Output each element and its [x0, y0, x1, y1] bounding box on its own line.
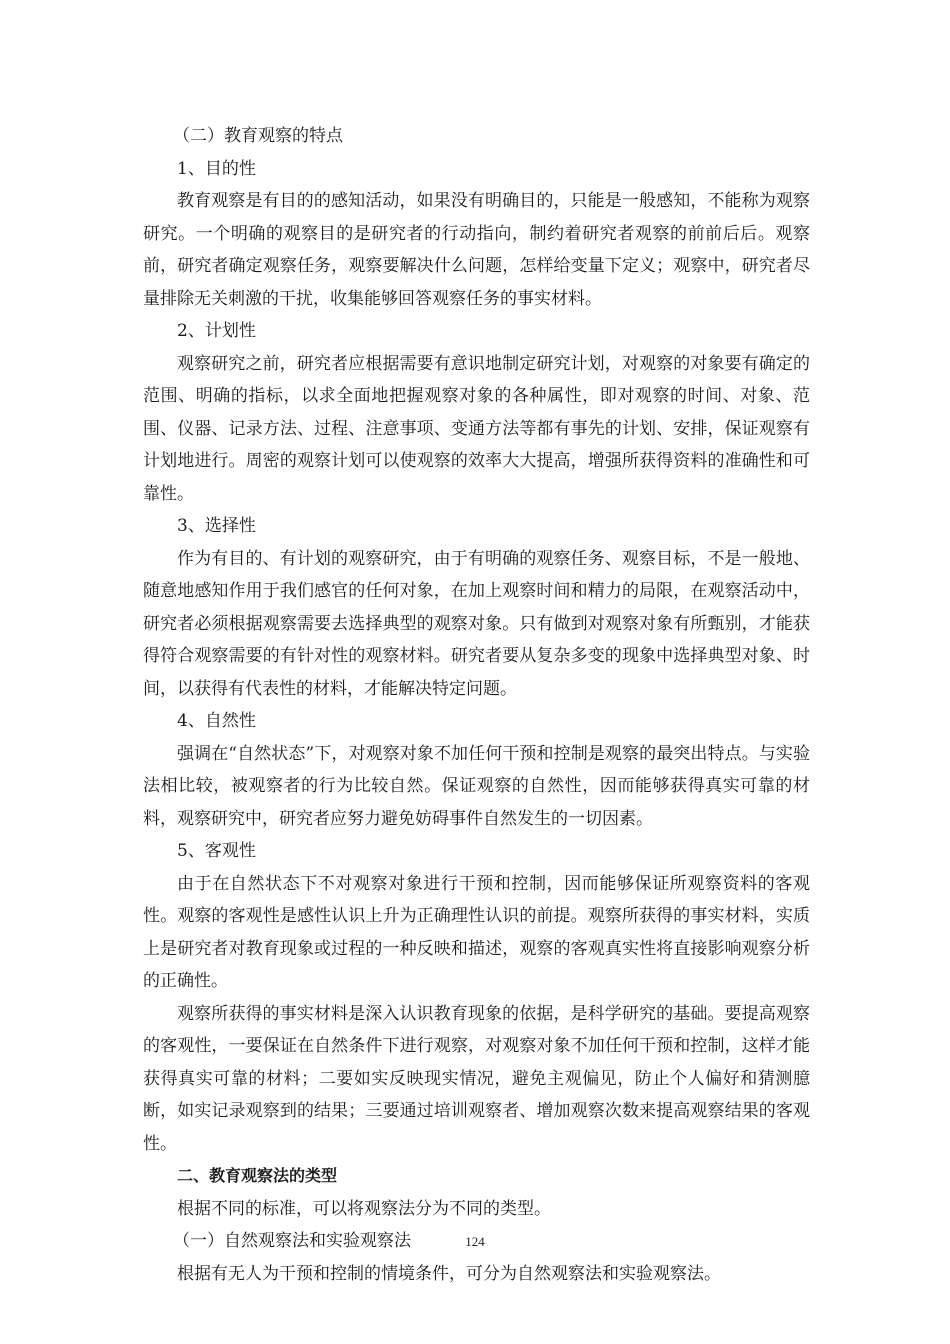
item-heading: 3、选择性	[177, 516, 256, 536]
paragraph: 教育观察是有目的的感知活动，如果没有明确目的，只能是一般感知，不能称为观察研究。一个明确的观察目的是研究者的行动指向，制约着研究者观察的前前后后。观察前，研究者确定观察任务，观察要解决什么问题，怎样给变量下定义；观察中，研究者尽量排除无关刺激的干扰，收集能够回答观察任务的事实材料。	[143, 191, 810, 309]
section-heading: 二、教育观察法的类型	[177, 1166, 338, 1185]
paragraph: 强调在“自然状态”下，对观察对象不加任何干预和控制是观察的最突出特点。与实验法相比较，被观察者的行为比较自然。保证观察的自然性，因而能够获得真实可靠的材料，观察研究中，研究者应努力避免妨碍事件自然发生的一切因素。	[143, 743, 810, 829]
item-heading: 2、计划性	[177, 321, 256, 341]
paragraph: 根据不同的标准，可以将观察法分为不同的类型。	[177, 1198, 551, 1219]
item-heading: 5、客观性	[177, 841, 256, 861]
item-heading: 4、自然性	[177, 711, 256, 731]
paragraph: 观察研究之前，研究者应根据需要有意识地制定研究计划，对观察的对象要有确定的范围、明确的指标，以求全面地把握观察对象的各种属性，即对观察的时间、对象、范围、仪器、记录方法、过程、注意事项、变通方法等都有事先的计划、安排，保证观察有计划地进行。周密的观察计划可以使观察的效率大大提高，增强所获得资料的准确性和可靠性。	[143, 353, 810, 504]
item-heading: 1、目的性	[177, 158, 256, 179]
section-subheading: （一）自然观察法和实验观察法	[173, 1231, 411, 1251]
paragraph: 观察所获得的事实材料是深入认识教育现象的依据，是科学研究的基础。要提高观察的客观性，一要保证在自然条件下进行观察，对观察对象不加任何干预和控制，这样才能获得真实可靠的材料；二要如实反映现实情况，避免主观偏见，防止个人偏好和猜测臆断，如实记录观察到的结果；三要通过培训观察者、增加观察次数来提高观察结果的客观性。	[143, 1003, 810, 1154]
paragraph: 由于在自然状态下不对观察对象进行干预和控制，因而能够保证所观察资料的客观性。观察的客观性是感性认识上升为正确理性认识的前提。观察所获得的事实材料，实质上是研究者对教育现象或过程的一种反映和描述，观察的客观真实性将直接影响观察分析的正确性。	[143, 873, 810, 991]
section-subheading: （二）教育观察的特点	[173, 126, 343, 146]
page-number: 124	[465, 1234, 485, 1249]
paragraph: 作为有目的、有计划的观察研究，由于有明确的观察任务、观察目标，不是一般地、随意地感知作用于我们感官的任何对象，在加上观察时间和精力的局限，在观察活动中，研究者必须根据观察需要去选择典型的观察对象。只有做到对观察对象有所甄别，才能获得符合观察需要的有针对性的观察材料。研究者要从复杂多变的现象中选择典型对象、时间，以获得有代表性的材料，才能解决特定问题。	[143, 548, 810, 699]
paragraph: 根据有无人为干预和控制的情境条件，可分为自然观察法和实验观察法。	[177, 1263, 721, 1284]
page-body	[143, 120, 810, 1290]
